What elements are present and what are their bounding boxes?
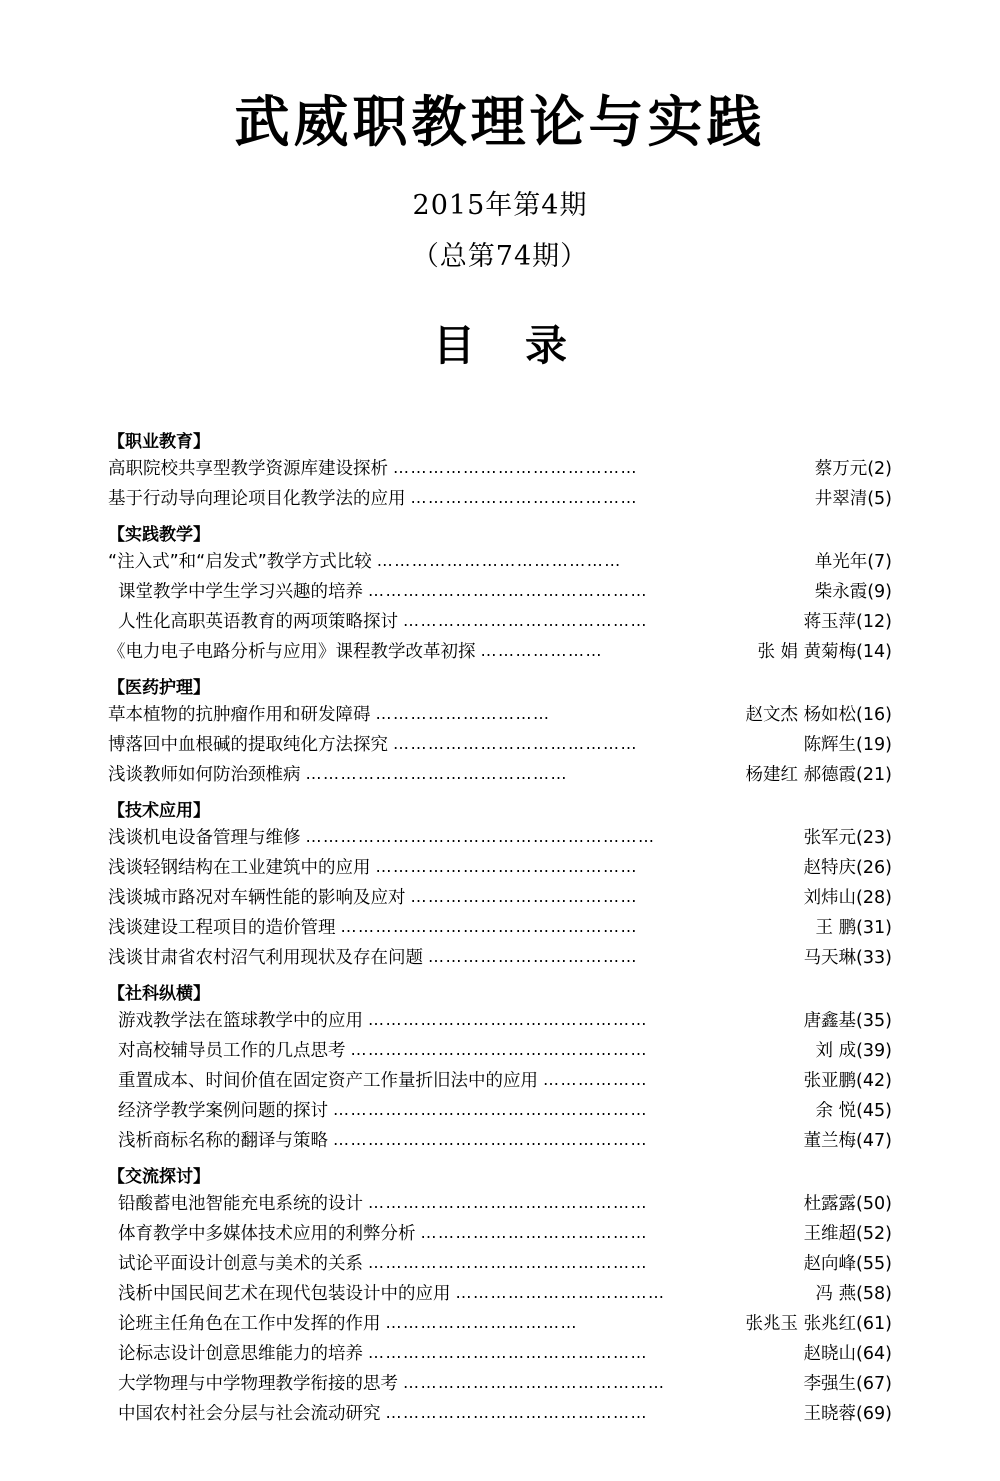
toc-entry-title: 浅析商标名称的翻译与策略 (118, 1131, 328, 1151)
toc-entry-title: 浅谈教师如何防治颈椎病 (108, 765, 301, 785)
toc-entry-leader: ………………………………………… (368, 1010, 648, 1029)
toc-entry[interactable] (108, 760, 892, 790)
toc-entry-title: 课堂教学中学生学习兴趣的培养 (118, 582, 363, 602)
toc-entry[interactable] (108, 913, 892, 943)
toc-entry-title: 论班主任角色在工作中发挥的作用 (118, 1314, 381, 1334)
toc-entry[interactable] (108, 484, 892, 514)
toc-entry[interactable] (108, 1066, 892, 1096)
toc-entry-leader: ……………………………… (428, 947, 638, 966)
toc-entry[interactable] (108, 1249, 892, 1279)
toc-section-heading: 【职业教育】 (108, 432, 210, 452)
toc-entry-author-page: 赵特庆(26) (803, 858, 892, 878)
toc-entry-title: 草本植物的抗肿瘤作用和研发障碍 (108, 705, 371, 725)
toc-entry-author-page: 井翠清(5) (814, 489, 892, 509)
toc-entry-title: 浅谈甘肃省农村沼气利用现状及存在问题 (108, 948, 423, 968)
table-of-contents (108, 427, 892, 1429)
toc-entry-author-page: 刘炜山(28) (803, 888, 892, 908)
toc-entry[interactable] (108, 1279, 892, 1309)
toc-entry-author-page: 王晓蓉(69) (803, 1404, 892, 1424)
issue-total-number: （总第74期） (411, 241, 589, 272)
toc-entry-title: 试论平面设计创意与美术的关系 (118, 1254, 363, 1274)
toc-entry[interactable] (108, 1036, 892, 1066)
toc-entry-leader: ………………………………………… (368, 581, 648, 600)
toc-entry[interactable] (108, 1096, 892, 1126)
toc-entry[interactable] (108, 853, 892, 883)
toc-entry[interactable] (108, 1309, 892, 1339)
toc-section-heading: 【实践教学】 (108, 525, 210, 545)
toc-entry[interactable] (108, 1219, 892, 1249)
toc-entry-leader: ………………………………………… (368, 1343, 648, 1362)
toc-entry[interactable] (108, 1189, 892, 1219)
toc-entry-title: 博落回中血根碱的提取纯化方法探究 (108, 735, 388, 755)
toc-entry-leader: …………………………………………… (350, 1040, 648, 1059)
toc-entry-title: “注入式”和“启发式”教学方式比较 (108, 552, 372, 572)
toc-entry-title: 铅酸蓄电池智能充电系统的设计 (118, 1194, 363, 1214)
toc-entry-author-page: 李强生(67) (803, 1374, 892, 1394)
toc-entry-title: 论标志设计创意思维能力的培养 (118, 1344, 363, 1364)
toc-entry-title: 浅谈建设工程项目的造价管理 (108, 918, 336, 938)
toc-entry-title: 高职院校共享型教学资源库建设探析 (108, 459, 388, 479)
toc-entry-leader: ………………………………… (420, 1223, 648, 1242)
toc-entry-author-page: 张军元(23) (803, 828, 892, 848)
toc-entry-leader: …………………………………… (376, 551, 622, 570)
toc-entry-title: 浅析中国民间艺术在现代包装设计中的应用 (118, 1284, 451, 1304)
toc-entry-leader: …………………………… (385, 1313, 578, 1332)
toc-entry-leader: …………………………………… (403, 611, 648, 630)
toc-entry[interactable] (108, 1369, 892, 1399)
toc-entry-leader: …………………………………… (393, 734, 638, 753)
toc-entry-title: 基于行动导向理论项目化教学法的应用 (108, 489, 406, 509)
toc-entry-author-page: 杜露露(50) (803, 1194, 892, 1214)
toc-entry-title: 人性化高职英语教育的两项策略探讨 (118, 612, 398, 632)
toc-entry[interactable] (108, 883, 892, 913)
toc-entry-title: 对高校辅导员工作的几点思考 (118, 1041, 346, 1061)
toc-entry-title: 浅谈轻钢结构在工业建筑中的应用 (108, 858, 371, 878)
journal-title: 武威职教理论与实践 (234, 89, 766, 154)
toc-entry-author-page: 赵向峰(55) (803, 1254, 892, 1274)
toc-entry-leader: ………………………………… (410, 488, 638, 507)
toc-entry-leader: …………………………………………… (340, 917, 638, 936)
toc-entry-author-page: 刘 成(39) (815, 1041, 892, 1061)
toc-entry-leader: ………………………………………… (368, 1253, 648, 1272)
toc-entry-leader: ……………………………………………… (333, 1100, 648, 1119)
toc-entry-author-page: 张亚鹏(42) (803, 1071, 892, 1091)
toc-entry[interactable] (108, 1339, 892, 1369)
toc-entry-title: 中国农村社会分层与社会流动研究 (118, 1404, 381, 1424)
toc-entry-title: 大学物理与中学物理教学衔接的思考 (118, 1374, 398, 1394)
toc-entry-author-page: 唐鑫基(35) (803, 1011, 892, 1031)
toc-entry-leader: ………………………………… (410, 887, 638, 906)
toc-entry-leader: ……………………………………… (385, 1403, 648, 1422)
toc-entry[interactable] (108, 547, 892, 577)
toc-entry-author-page: 杨建红 郝德霞(21) (745, 765, 892, 785)
toc-entry-author-page: 陈辉生(19) (803, 735, 892, 755)
toc-entry-author-page: 王 鹏(31) (815, 918, 892, 938)
toc-entry[interactable] (108, 607, 892, 637)
toc-entry-title: 经济学教学案例问题的探讨 (118, 1101, 328, 1121)
toc-entry-leader: …………………………………………………… (305, 827, 656, 846)
toc-entry-leader: ………………… (480, 641, 603, 660)
toc-entry-author-page: 王维超(52) (803, 1224, 892, 1244)
toc-entry[interactable] (108, 943, 892, 973)
toc-entry[interactable] (108, 730, 892, 760)
toc-entry-author-page: 蔡万元(2) (814, 459, 892, 479)
toc-entry[interactable] (108, 637, 892, 667)
toc-entry-author-page: 余 悦(45) (815, 1101, 892, 1121)
toc-entry-leader: ………………………… (375, 704, 551, 723)
toc-entry-leader: ……………………………………………… (333, 1130, 648, 1149)
toc-entry[interactable] (108, 823, 892, 853)
toc-entry-leader: …………………………………… (393, 458, 638, 477)
toc-entry-author-page: 柴永霞(9) (814, 582, 892, 602)
toc-entry-leader: ……………………………………… (305, 764, 568, 783)
toc-entry[interactable] (108, 700, 892, 730)
issue-number: 2015年第4期 (412, 190, 588, 221)
toc-section-heading: 【社科纵横】 (108, 984, 210, 1004)
toc-entry-leader: ……………………………… (455, 1283, 666, 1302)
toc-entry-title: 《电力电子电路分析与应用》课程教学改革初探 (108, 642, 476, 662)
toc-entry-author-page: 单光年(7) (814, 552, 892, 572)
toc-entry-title: 重置成本、时间价值在固定资产工作量折旧法中的应用 (118, 1071, 538, 1091)
toc-entry-leader: ……………… (543, 1070, 648, 1089)
toc-entry-author-page: 董兰梅(47) (803, 1131, 892, 1151)
toc-entry-author-page: 马天琳(33) (803, 948, 892, 968)
journal-contents-page (0, 78, 1000, 1481)
toc-entry-leader: ………………………………………… (368, 1193, 648, 1212)
toc-entry-author-page: 赵文杰 杨如松(16) (745, 705, 892, 725)
toc-entry[interactable] (108, 1399, 892, 1429)
toc-entry[interactable] (108, 454, 892, 484)
toc-entry-title: 游戏教学法在篮球教学中的应用 (118, 1011, 363, 1031)
toc-entry-leader: ……………………………………… (403, 1373, 666, 1392)
toc-entry-leader: ……………………………………… (375, 857, 638, 876)
toc-entry-author-page: 张兆玉 张兆红(61) (745, 1314, 892, 1334)
toc-section-heading: 【医药护理】 (108, 678, 210, 698)
toc-entry-author-page: 赵晓山(64) (803, 1344, 892, 1364)
toc-section-heading: 【交流探讨】 (108, 1167, 210, 1187)
toc-entry-title: 体育教学中多媒体技术应用的利弊分析 (118, 1224, 416, 1244)
toc-entry-author-page: 蒋玉萍(12) (803, 612, 892, 632)
toc-section-heading: 【技术应用】 (108, 801, 210, 821)
toc-entry[interactable] (108, 577, 892, 607)
toc-entry-author-page: 张 娟 黄菊梅(14) (757, 642, 892, 662)
toc-entry-title: 浅谈机电设备管理与维修 (108, 828, 301, 848)
contents-heading: 目录 (432, 321, 617, 370)
toc-entry-title: 浅谈城市路况对车辆性能的影响及应对 (108, 888, 406, 908)
toc-entry[interactable] (108, 1126, 892, 1156)
toc-entry-author-page: 冯 燕(58) (815, 1284, 892, 1304)
toc-entry[interactable] (108, 1006, 892, 1036)
